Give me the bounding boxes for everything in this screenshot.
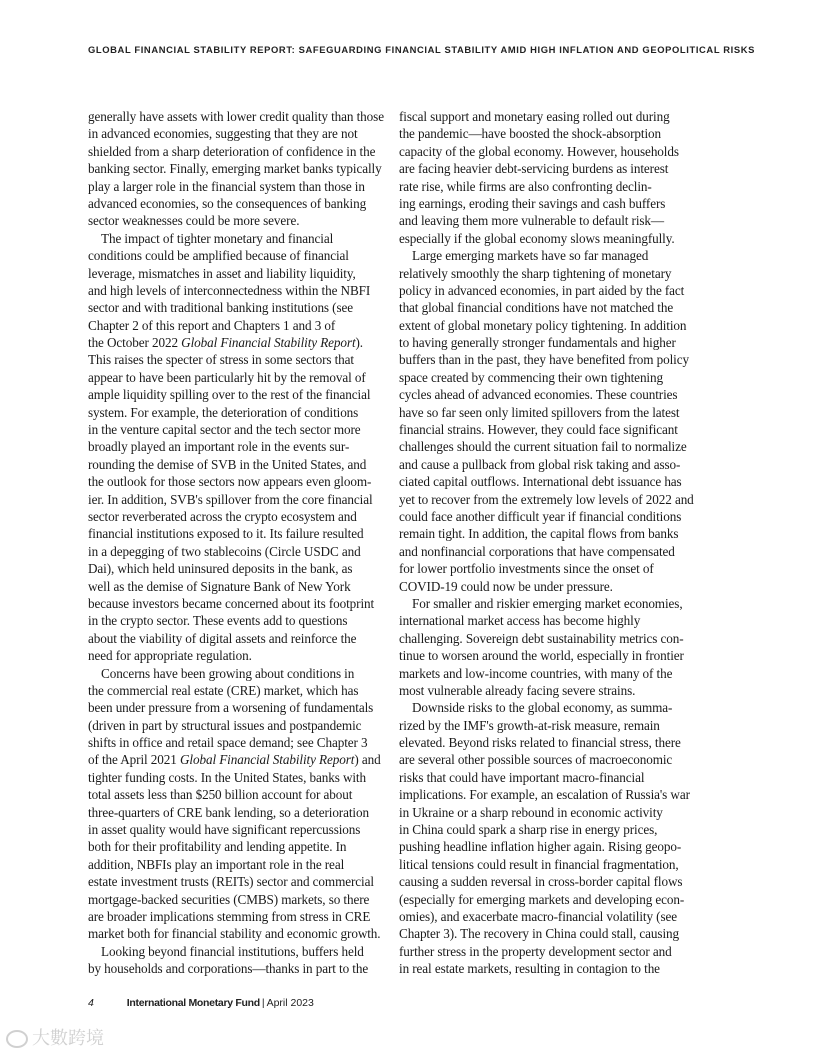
text-run: because investors became concerned about its footprint [88,595,375,611]
text-line [88,647,378,664]
text-run: shielded from a sharp deterioration of confidence in the [88,143,376,159]
text-run: omies), and exacerbate macro-financial volatility (see [399,908,677,924]
text-run: the October 2022 [88,335,182,351]
text-line [88,265,378,282]
text-line [88,734,378,751]
text-line [88,108,384,125]
text-run: three-quarters of CRE bank lending, so a deterioration [88,804,369,820]
text-run: litical tensions could result in financial fragmentation, [399,856,679,872]
text-run: buffers than in the past, they have benefited from policy [399,352,689,368]
text-line [399,317,689,334]
text-line [88,751,381,768]
text-run: to having generally stronger fundamentals and higher [399,335,676,351]
text-run: addition, NBFIs play an important role in the real [88,856,345,872]
text-run: appear to have been particularly hit by the removal of [88,369,366,385]
text-line [399,647,689,664]
text-run: extent of global monetary policy tightening. In addition [399,317,687,333]
text-line [399,334,689,351]
text-line [399,856,689,873]
footer-date: April 2023 [266,997,314,1009]
text-line [399,508,689,525]
text-run: estate investment trusts (REITs) sector and commercial [88,874,374,890]
text-run: international market access has become highly [399,613,641,629]
text-run: conditions could be amplified because of financial [88,248,349,264]
text-run: Large emerging markets have so far managed [412,248,649,264]
text-run: COVID-19 could now be under pressure. [399,578,613,594]
text-run: space created by commencing their own tightening [399,369,663,385]
text-line [88,525,378,542]
text-run: sector reverberated across the crypto ecosystem and [88,508,357,524]
text-line [88,282,378,299]
text-run: rate rise, while firms are also confronting declin- [399,178,652,194]
text-run: of the April 2021 [88,752,180,768]
text-run: are facing heavier debt-servicing burdens as interest [399,161,669,177]
text-run: tinue to worsen around the world, especially in frontier [399,648,684,664]
text-run: financial institutions exposed to it. Its failure resulted [88,526,364,542]
text-run: policy in advanced economies, in part aided by the fact [399,282,685,298]
text-line [399,178,689,195]
text-run: markets and low-income countries, with many of the [399,665,673,681]
text-line [399,212,689,229]
footer-organization: International Monetary Fund [126,997,260,1009]
text-line [399,873,689,890]
text-run: shifts in office and retail space demand; see Chapter 3 [88,735,368,751]
text-run: well as the demise of Signature Bank of New York [88,578,351,594]
text-line [399,630,689,647]
text-line [88,578,378,595]
text-line [88,595,378,612]
text-run: and high levels of interconnectedness within the NBFI [88,282,371,298]
text-run: for lower portfolio investments since the onset of [399,561,654,577]
text-run: especially if the global economy slows meaningfully. [399,230,675,246]
text-line [88,317,378,334]
text-run: Chapter 2 of this report and Chapters 1 and 3 of [88,317,336,333]
text-line [88,665,378,682]
text-line [88,891,378,908]
text-line [399,386,689,403]
text-run: For smaller and riskier emerging market economies, [412,595,683,611]
text-line [399,351,689,368]
text-line [88,299,378,316]
text-run: play a larger role in the financial system than those in [88,178,365,194]
text-line [399,195,689,212]
watermark-logo-icon [6,1030,28,1048]
text-line [88,769,378,786]
text-run: ). [355,335,364,351]
running-header: GLOBAL FINANCIAL STABILITY REPORT: SAFEGUARDING FINANCIAL STABILITY AMID HIGH INFLATION AND GEOPOLITICAL RISKS [88,44,755,55]
text-line [399,108,689,125]
text-run: and nonfinancial corporations that have compensated [399,543,675,559]
text-run: capacity of the global economy. However, households [399,143,679,159]
text-line [399,299,689,316]
text-line [399,612,689,629]
text-run: This raises the specter of stress in some sectors that [88,352,354,368]
text-run: advanced economies, so the consequences of banking [88,195,367,211]
text-run: in the crypto sector. These events add to questions [88,613,348,629]
text-line [88,334,378,351]
text-line [88,630,378,647]
text-line [399,925,689,942]
text-line [88,682,378,699]
text-line [399,578,689,595]
text-run: further stress in the property development sector and [399,943,672,959]
text-run: cycles ahead of advanced economies. These countries [399,387,678,403]
text-line [88,543,378,560]
text-line [399,786,689,803]
text-run: mortgage-backed securities (CMBS) markets, so there [88,891,370,907]
text-line [88,178,378,195]
text-run: and leaving them more vulnerable to default risk— [399,213,664,229]
text-line [88,386,378,403]
text-line [88,873,378,890]
text-run: financial strains. However, they could face significant [399,422,678,438]
footer-separator: | [261,997,265,1009]
text-line [88,960,378,977]
text-line [399,491,694,508]
text-line [88,160,382,177]
text-run: pushing headline inflation higher again. Rising geopo- [399,839,682,855]
text-line [399,543,689,560]
text-run: yet to recover from the extremely low levels of 2022 and [399,491,694,507]
text-line [399,404,689,421]
text-run: remain tight. In addition, the capital flows from banks [399,526,679,542]
text-run: relatively smoothly the sharp tightening of monetary [399,265,672,281]
text-run: ) and [354,752,381,768]
text-line [399,438,689,455]
text-run: fiscal support and monetary easing rolled out during [399,109,670,124]
text-line [399,943,689,960]
text-run: ample liquidity spilling over to the rest of the financial [88,387,371,403]
text-run: implications. For example, an escalation of Russia's war [399,787,690,803]
text-line [88,804,378,821]
text-line [88,717,378,734]
text-line [88,351,378,368]
text-line [88,838,378,855]
text-run: The impact of tighter monetary and financial [101,230,334,246]
text-run: leverage, mismatches in asset and liability liquidity, [88,265,356,281]
text-line [88,456,378,473]
text-run: both for their profitability and lending appetite. In [88,839,347,855]
text-run: and cause a pullback from global risk taking and asso- [399,456,681,472]
text-line [88,247,378,264]
text-line [88,230,378,247]
text-run: Chapter 3). The recovery in China could stall, causing [399,926,680,942]
text-line [88,195,378,212]
text-run: Looking beyond financial institutions, buffers held [101,943,364,959]
text-run: (especially for emerging markets and developing econ- [399,891,685,907]
text-run: elevated. Beyond risks related to financial stress, there [399,735,681,751]
text-run: about the viability of digital assets and reinforce the [88,630,357,646]
text-line [88,786,378,803]
text-run: banking sector. Finally, emerging market banks typically [88,161,382,177]
text-line [88,143,378,160]
text-run: system. For example, the deterioration of conditions [88,404,359,420]
text-run: been under pressure from a worsening of fundamentals [88,700,374,716]
text-run: in advanced economies, suggesting that they are not [88,126,358,142]
text-run: total assets less than $250 billion account for about [88,787,353,803]
text-run: in the venture capital sector and the tech sector more [88,422,361,438]
text-line [399,369,689,386]
text-run: sector and with traditional banking institutions (see [88,300,353,316]
text-run: Dai), which held uninsured deposits in the bank, as [88,561,353,577]
text-run: Downside risks to the global economy, as summa- [412,700,673,716]
text-line [399,595,689,612]
page-footer [88,997,314,1009]
text-run: in a depegging of two stablecoins (Circle USDC and [88,543,361,559]
text-line [88,404,378,421]
watermark-text: 大數跨境 [32,1028,104,1049]
text-line [88,212,378,229]
text-run: ing earnings, eroding their savings and cash buffers [399,195,666,211]
text-line [88,438,378,455]
text-line [399,247,689,264]
text-line [399,525,689,542]
text-line [88,421,378,438]
text-run: in real estate markets, resulting in contagion to the [399,961,660,977]
text-line [399,143,689,160]
text-line [399,751,689,768]
text-line [399,821,689,838]
text-line [399,282,689,299]
text-line [399,682,689,699]
right-column [399,108,694,978]
text-run: causing a sudden reversal in cross-border capital flows [399,874,683,890]
text-line [399,230,689,247]
page-number: 4 [88,997,94,1009]
text-run: ier. In addition, SVB's spillover from the core financial [88,491,373,507]
text-run: rized by the IMF's growth-at-risk measure, remain [399,717,660,733]
text-line [399,908,689,925]
text-line [399,960,689,977]
text-run: in Ukraine or a sharp rebound in economic activity [399,804,663,820]
text-run: tighter funding costs. In the United States, banks with [88,769,366,785]
left-column [88,108,384,978]
report-title-italic: Global Financial Stability Report [181,335,356,351]
text-run: challenging. Sovereign debt sustainability metrics con- [399,630,684,646]
text-line [88,821,378,838]
text-run: risks that could have important macro-financial [399,769,645,785]
text-line [399,456,689,473]
text-line [88,908,378,925]
text-run: most vulnerable already facing severe strains. [399,682,636,698]
text-run: could face another difficult year if financial conditions [399,508,682,524]
text-line [399,804,689,821]
text-line [399,769,689,786]
text-line [88,699,378,716]
text-line [88,856,378,873]
text-line [399,421,689,438]
text-run: the outlook for those sectors now appears even gloom- [88,474,372,490]
text-line [399,838,689,855]
text-run: generally have assets with lower credit quality than those [88,109,384,124]
text-line [88,369,378,386]
watermark [6,1024,104,1050]
text-run: the commercial real estate (CRE) market, which has [88,682,359,698]
text-run: (driven in part by structural issues and postpandemic [88,717,362,733]
text-line [399,560,689,577]
text-run: that global financial conditions have not matched the [399,300,674,316]
text-line [399,699,689,716]
text-run: ciated capital outflows. International debt issuance has [399,474,682,490]
text-line [399,665,689,682]
text-run: are several other possible sources of macroeconomic [399,752,673,768]
text-line [399,125,689,142]
text-line [88,491,378,508]
text-run: sector weaknesses could be more severe. [88,213,300,229]
text-run: broadly played an important role in the events sur- [88,439,350,455]
text-run: the pandemic—have boosted the shock-absorption [399,126,662,142]
text-run: by households and corporations—thanks in part to the [88,961,369,977]
text-line [88,560,378,577]
text-run: are broader implications stemming from stress in CRE [88,908,371,924]
text-run: in asset quality would have significant repercussions [88,822,361,838]
text-run: Concerns have been growing about conditions in [101,665,355,681]
text-line [399,265,689,282]
text-line [399,473,689,490]
text-run: market both for financial stability and economic growth. [88,926,381,942]
text-run: rounding the demise of SVB in the United States, and [88,456,367,472]
report-title-italic: Global Financial Stability Report [179,752,355,768]
text-line [399,160,689,177]
text-line [88,612,378,629]
text-line [399,717,689,734]
text-line [88,943,378,960]
text-run: need for appropriate regulation. [88,648,252,664]
text-line [88,925,381,942]
text-line [399,734,689,751]
text-line [88,508,378,525]
text-line [88,125,378,142]
text-line [88,473,378,490]
text-line [399,891,689,908]
text-run: in China could spark a sharp rise in energy prices, [399,822,658,838]
text-run: have so far seen only limited spillovers from the latest [399,404,680,420]
text-run: challenges should the current situation fail to normalize [399,439,687,455]
